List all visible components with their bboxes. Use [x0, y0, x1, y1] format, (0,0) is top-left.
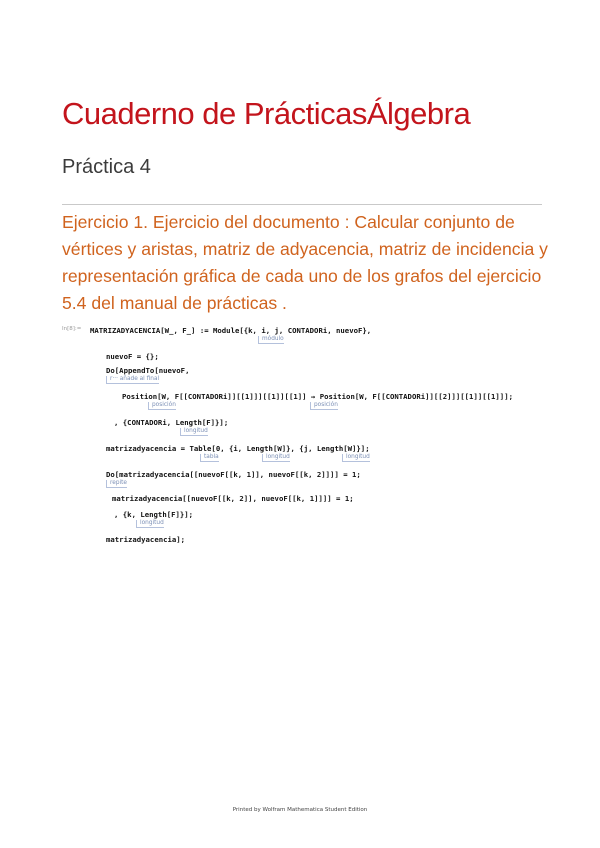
document-title: Cuaderno de PrácticasÁlgebra	[62, 96, 471, 131]
code-line-5: , {CONTADORi, Length[F]}];	[114, 418, 229, 427]
cell-input-label: In[8]:=	[62, 326, 82, 332]
hint-table: tabla	[200, 454, 219, 462]
hint-length-1: longitud	[180, 428, 208, 436]
hint-append: r··· añade al final	[106, 376, 159, 384]
code-line-3: Do[AppendTo[nuevoF,	[106, 366, 190, 375]
hint-length-3: longitud	[342, 454, 370, 462]
code-line-1: MATRIZADYACENCIA[W_, F_] := Module[{k, i, j, CONTADORi, nuevoF},	[90, 326, 372, 335]
hint-length-2: longitud	[262, 454, 290, 462]
code-line-10: matrizadyacencia];	[106, 535, 186, 544]
code-line-8: matrizadyacencia[[nuevoF[[k, 2]], nuevoF[[k, 1]]]] = 1;	[112, 494, 354, 503]
hint-do: repite	[106, 480, 127, 488]
print-footer: Printed by Wolfram Mathematica Student Edition	[232, 807, 368, 813]
hint-position-1: posición	[148, 402, 176, 410]
hint-position-2: posición	[310, 402, 338, 410]
practice-subtitle: Práctica 4	[62, 156, 151, 178]
hint-length-4: longitud	[136, 520, 164, 528]
code-line-2: nuevoF = {};	[106, 352, 159, 361]
code-line-4: Position[W, F[[CONTADORi]][[1]]][[1]][[1]] → Position[W, F[[CONTADORi]][[2]]][[1]][[1]]];	[122, 392, 513, 401]
code-line-7: Do[matrizadyacencia[[nuevoF[[k, 1]], nuevoF[[k, 2]]]] = 1;	[106, 470, 361, 479]
code-line-9: , {k, Length[F]}];	[114, 510, 194, 519]
hint-module: módulo	[258, 336, 284, 344]
section-divider	[62, 204, 542, 205]
exercise-statement: Ejercicio 1. Ejercicio del documento : Calcular conjunto de vértices y aristas, matriz de adyacencia, matriz de incidencia y representación gráfica de cada uno de los grafos del ejercicio 5.4 del manual de prácticas .	[62, 212, 548, 313]
code-line-6: matrizadyacencia = Table[0, {i, Length[W]}, {j, Length[W]}];	[106, 444, 370, 453]
